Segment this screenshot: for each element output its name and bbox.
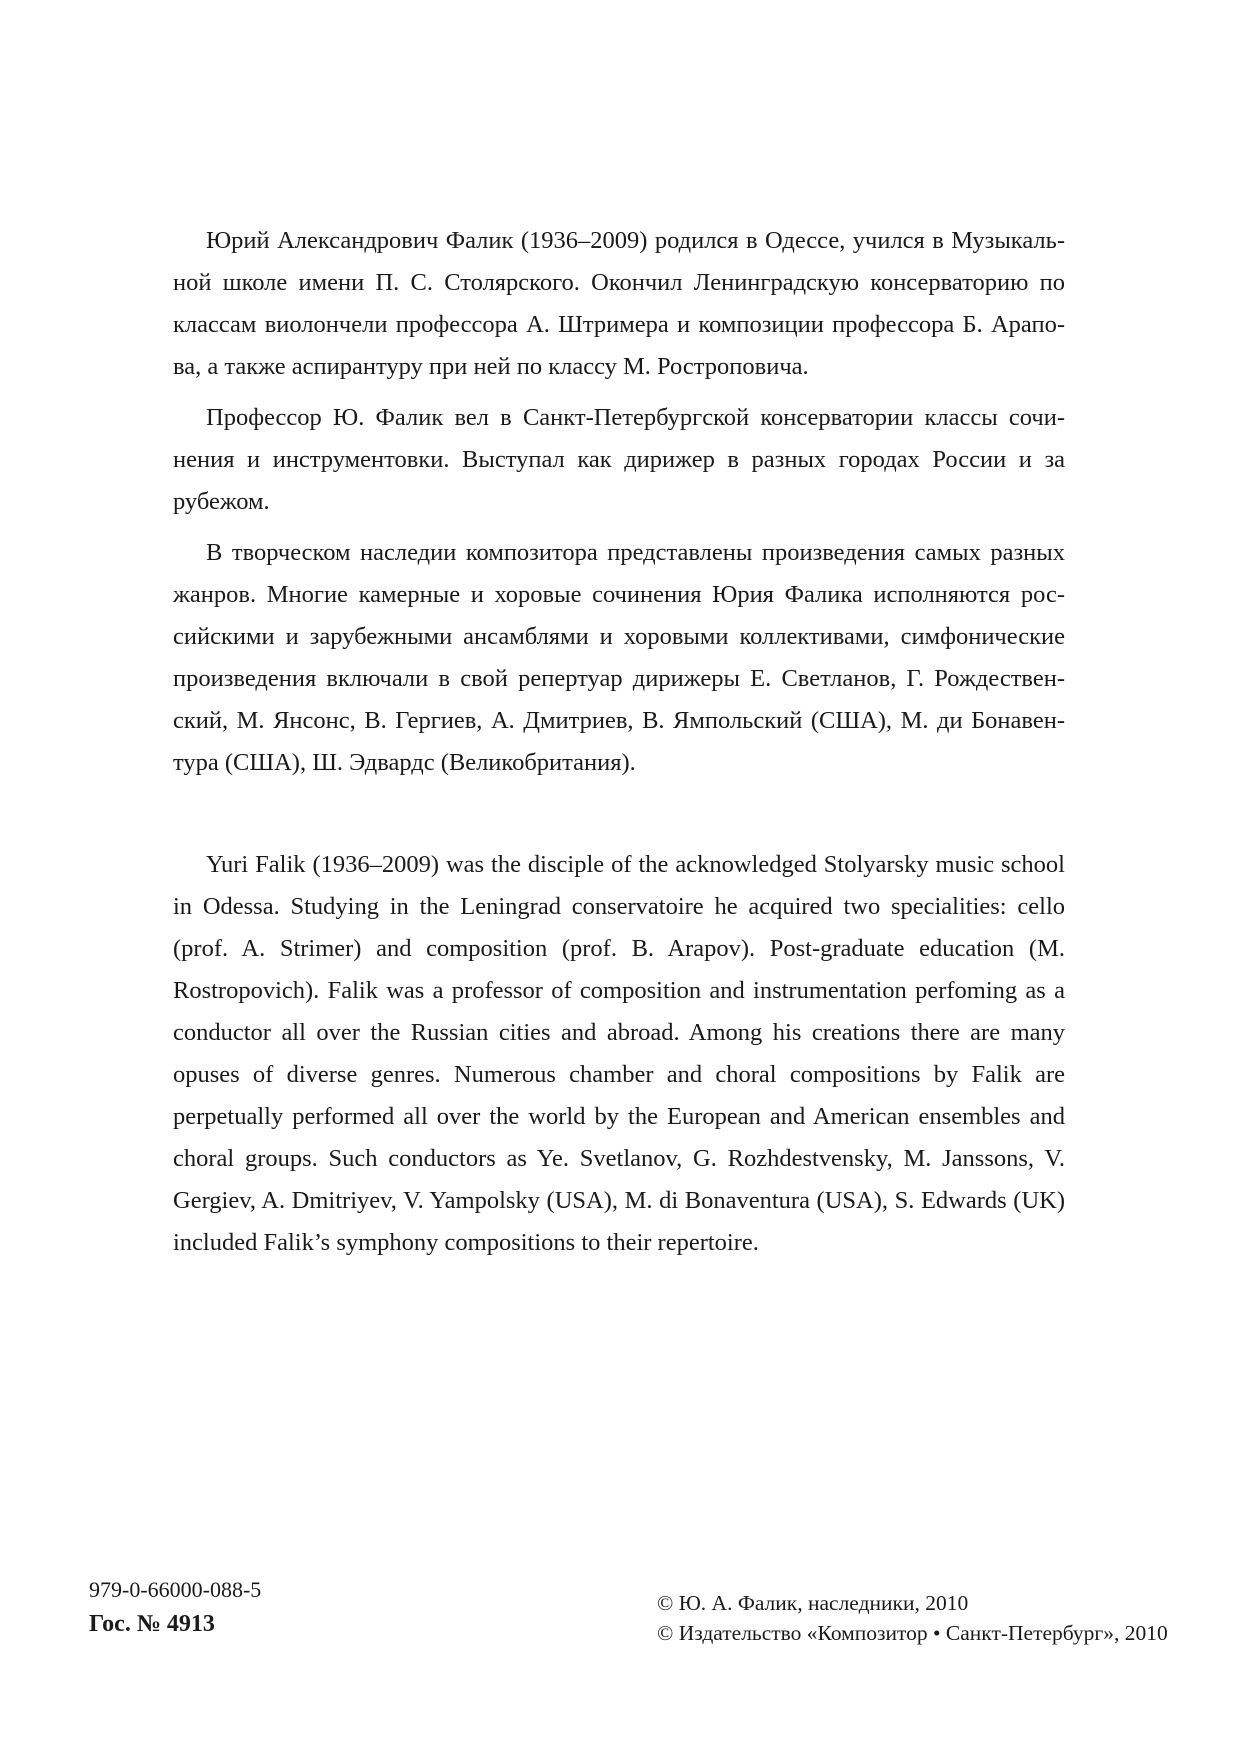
copyright-block — [657, 1588, 1168, 1648]
gos-number: Гос. № 4913 — [89, 1611, 215, 1637]
ru-paragraph-2: Профессор Ю. Фалик вел в Санкт-Петербургской консерватории классы сочинения и инструментовки. Выступал как дирижер в разных городах России и за рубежом. — [173, 404, 1065, 515]
ru-paragraph-3: В творческом наследии композитора представлены произведения самых разных жанров. Многие камерные и хоровые сочинения Юрия Фалика исполняются российскими и зарубежными ансамблями и хоровыми коллективами, симфонические произведения включали в свой репертуар дирижеры Е. Светланов, Г. Рождественский, М. Янсонс, В. Гергиев, А. Дмитриев, В. Ямпольский (США), М. ди Бонавентура (США), Ш. Эдвардс (Великобритания). — [173, 539, 1065, 776]
copyright-heirs: © Ю. А. Фалик, наследники, 2010 — [657, 1591, 969, 1615]
russian-biography — [173, 220, 1065, 793]
english-biography — [173, 844, 1065, 1264]
en-paragraph: Yuri Falik (1936–2009) was the disciple of the acknowledged Stolyarsky music school in Odessa. Studying in the Leningrad conservatoire he acquired two specialities: cello (prof. A. Strimer) and composition (prof. B. Arapov). Post-graduate education (M. Rostropovich). Falik was a professor of composition and instrumentation perfoming as a conductor all over the Russian cities and abroad. Among his creations there are many opuses of diverse genres. Numerous chamber and choral compositions by Falik are perpetually performed all over the world by the European and American ensembles and choral groups. Such conductors as Ye. Svetlanov, G. Rozhdestvensky, M. Janssons, V. Gergiev, A. Dmitriyev, V. Yampolsky (USA), M. di Bonaventura (USA), S. Edwards (UK) included Falik’s symphony compositions to their repertoire. — [173, 851, 1065, 1256]
copyright-publisher: © Издательство «Композитор • Санкт-Петербург», 2010 — [657, 1621, 1168, 1645]
publication-codes — [89, 1575, 261, 1639]
isbn-number: 979-0-66000-088-5 — [89, 1577, 262, 1602]
ru-paragraph-1: Юрий Александрович Фалик (1936–2009) родился в Одессе, учился в Музыкальной школе имени П. С. Столярского. Окончил Ленинградскую консерваторию по классам виолончели профессора А. Штримера и композиции профессора Б. Арапова, а также аспирантуру при ней по классу М. Ростроповича. — [173, 227, 1065, 380]
